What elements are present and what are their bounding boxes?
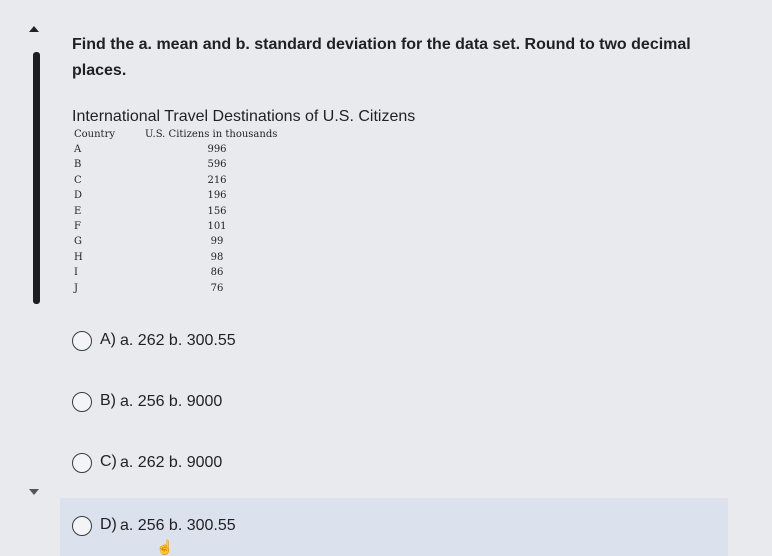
- answer-option-c[interactable]: [60, 444, 728, 484]
- radio-button[interactable]: [72, 331, 92, 351]
- table-row: [74, 236, 274, 251]
- value-cell: 98: [210, 251, 224, 263]
- table-row: [74, 159, 274, 174]
- data-table: [74, 144, 274, 298]
- table-row: [74, 252, 274, 267]
- option-text: a. 256 b. 9000: [120, 393, 223, 410]
- table-header-citizens: U.S. Citizens in thousands: [145, 129, 278, 140]
- country-cell: D: [74, 190, 83, 202]
- option-letter: A): [100, 331, 116, 348]
- value-cell: 996: [207, 144, 227, 155]
- table-row: [74, 175, 274, 190]
- country-cell: H: [74, 251, 83, 263]
- scroll-up-arrow-icon[interactable]: [29, 26, 39, 32]
- option-letter: B): [100, 392, 116, 409]
- value-cell: 216: [207, 174, 227, 186]
- radio-button[interactable]: [72, 392, 92, 412]
- scroll-down-arrow-icon[interactable]: [29, 489, 39, 495]
- country-cell: E: [74, 205, 82, 217]
- table-header-country: Country: [74, 129, 116, 140]
- value-cell: 101: [207, 220, 227, 232]
- value-cell: 156: [207, 205, 227, 217]
- value-cell: 86: [210, 267, 224, 279]
- table-row: [74, 221, 274, 236]
- table-row: [74, 206, 274, 221]
- mouse-cursor-icon: ☝: [156, 539, 174, 555]
- country-cell: J: [74, 282, 79, 294]
- option-letter: D): [100, 516, 117, 533]
- scrollbar-thumb[interactable]: [33, 52, 40, 304]
- radio-button[interactable]: [72, 516, 92, 536]
- value-cell: 196: [207, 190, 227, 202]
- value-cell: 99: [210, 236, 224, 248]
- option-letter: C): [100, 453, 117, 470]
- country-cell: A: [74, 144, 82, 155]
- table-row: [74, 267, 274, 282]
- value-cell: 76: [210, 282, 224, 294]
- country-cell: F: [74, 220, 81, 232]
- country-cell: G: [74, 236, 82, 248]
- table-row: [74, 190, 274, 205]
- country-cell: I: [74, 267, 78, 279]
- table-row: [74, 283, 274, 298]
- option-text: a. 262 b. 9000: [120, 454, 223, 471]
- country-cell: B: [74, 159, 82, 171]
- answer-option-b[interactable]: [60, 383, 728, 423]
- table-title: International Travel Destinations of U.S. Citizens: [72, 108, 416, 125]
- option-text: a. 256 b. 300.55: [120, 517, 236, 534]
- answer-option-a[interactable]: [60, 322, 728, 362]
- value-cell: 596: [207, 159, 227, 171]
- table-row: [74, 144, 274, 159]
- radio-button[interactable]: [72, 453, 92, 473]
- question-text: Find the a. mean and b. standard deviation for the data set. Round to two decimal places.: [72, 36, 691, 79]
- country-cell: C: [74, 174, 82, 186]
- option-text: a. 262 b. 300.55: [120, 332, 236, 349]
